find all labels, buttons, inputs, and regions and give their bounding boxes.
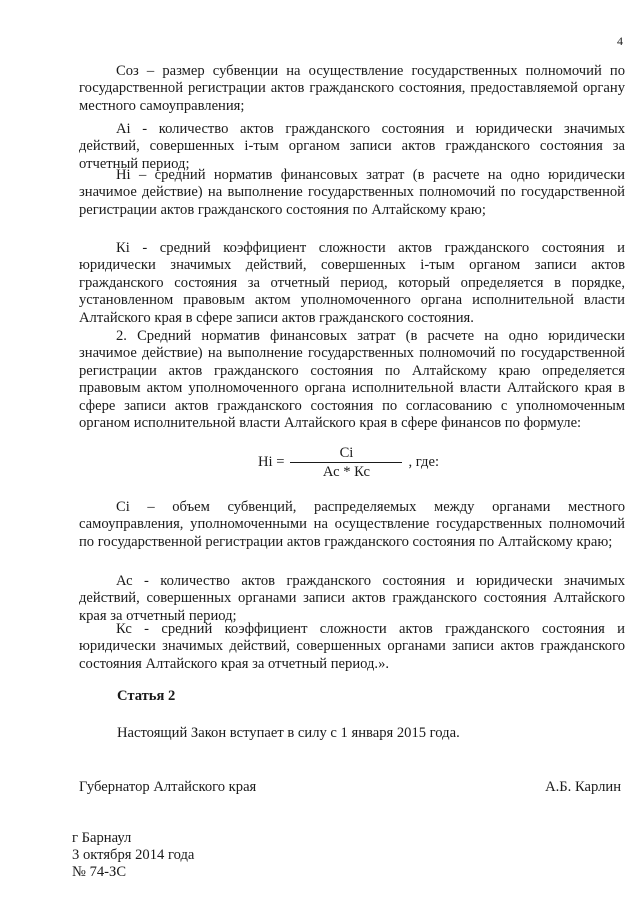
- paragraph-definition-ai: [79, 121, 625, 173]
- formula-suffix: , где:: [408, 454, 439, 470]
- paragraph-clause-2: [79, 328, 625, 432]
- footer-date: 3 октября 2014 года: [72, 847, 195, 863]
- paragraph-text: Сᴏз – размер субвенции на осуществление государственных полномочий по государственной регистрации актов гражданского состояния, предоставляемой органу местного самоуправления;: [79, 63, 625, 114]
- paragraph-definition-ac: [79, 573, 625, 625]
- paragraph-text: 2. Средний норматив финансовых затрат (в расчете на одно юридически значимое действие) на выполнение государственных полномочий по государственной регистрации актов гражданского состояния по Алтайскому краю определяется правовым актом уполномоченного органа исполнительной власти Алтайского края в сфере записи актов гражданского состояния по согласованию с уполномоченным органом исполнительной власти Алтайского края в сфере финансов по формуле:: [79, 328, 625, 432]
- paragraph-definition-ki: [79, 240, 625, 327]
- paragraph-text: Ас - количество актов гражданского состояния и юридически значимых действий, совершенных органами записи актов гражданского состояния Алтайского края за отчетный период;: [79, 573, 625, 624]
- paragraph-text: Сi – объем субвенций, распределяемых между органами местного самоуправления, уполномоченными на осуществление государственных полномочий по государственной регистрации актов гражданского состояния по Алтайскому краю;: [79, 499, 625, 550]
- paragraph-definition-hi: [79, 167, 625, 219]
- paragraph-text: Нi – средний норматив финансовых затрат (в расчете на одно юридически значимое действие) на выполнение государственных полномочий по государственной регистрации актов гражданского состояния по Алтайскому краю;: [79, 167, 625, 218]
- paragraph-definition-kc: [79, 621, 625, 673]
- signatory-title: Губернатор Алтайского края: [79, 779, 257, 795]
- effective-date-text: Настоящий Закон вступает в силу с 1 января 2015 года.: [117, 725, 460, 741]
- article-heading: Статья 2: [117, 688, 176, 704]
- formula-fraction: [290, 445, 402, 480]
- paragraph-definition-ci: [79, 499, 625, 551]
- paragraph-text: Кс - средний коэффициент сложности актов гражданского состояния и юридически значимых действий, совершенных органами записи актов гражданского состояния Алтайского края за отчетный период.».: [79, 621, 625, 672]
- footer-place: г Барнаул: [72, 830, 132, 846]
- paragraph-text: Аi - количество актов гражданского состояния и юридически значимых действий, совершенных i-тым органом записи актов гражданского состояния за отчетный период;: [79, 121, 625, 172]
- paragraph-definition-coz: [79, 63, 625, 115]
- formula-denominator: Ас * Кс: [322, 464, 371, 480]
- page-number: 4: [617, 34, 623, 48]
- formula: [258, 445, 439, 480]
- formula-numerator: Сi: [339, 445, 354, 461]
- formula-left: Нi =: [258, 454, 285, 470]
- signatory-name: А.Б. Карлин: [545, 779, 621, 795]
- footer-law-number: № 74-ЗС: [72, 864, 127, 880]
- paragraph-text: Кi - средний коэффициент сложности актов гражданского состояния и юридически значимых действий, совершенных i-тым органом записи актов гражданского состояния за отчетный период, который определяется в порядке, установленном правовым актом уполномоченного органа исполнительной власти Алтайского края в сфере записи актов гражданского состояния.: [79, 240, 625, 326]
